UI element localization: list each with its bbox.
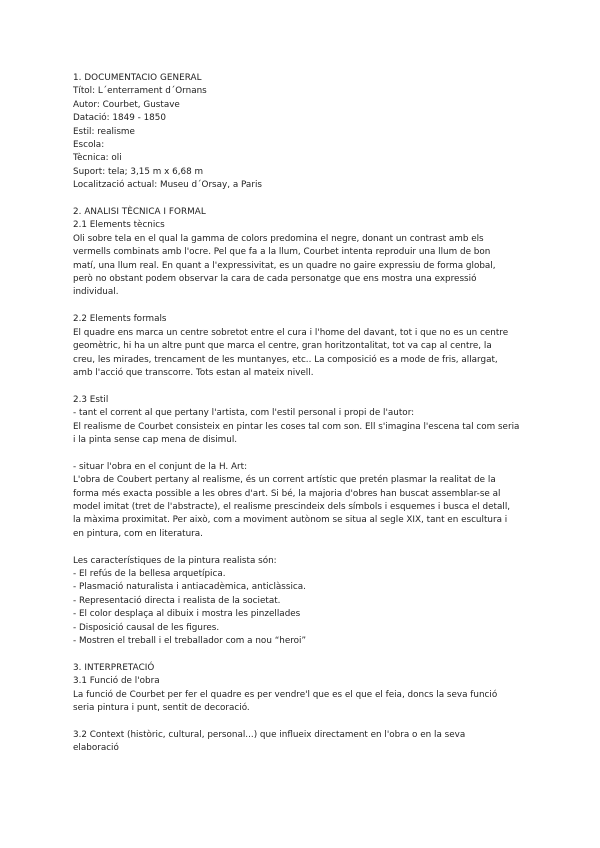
document-body	[73, 72, 533, 756]
doc-line: Autor: Courbet, Gustave	[73, 99, 180, 110]
subsection-2-1-heading: 2.1 Elements tècnics	[73, 220, 165, 231]
doc-line: individual.	[73, 287, 119, 298]
doc-line: i la pinta sense cap mena de disimul.	[73, 434, 238, 445]
section-1-heading: 1. DOCUMENTACIO GENERAL	[73, 73, 202, 83]
list-item: - El refús de la bellesa arquetípica.	[73, 568, 226, 579]
paragraph-gap	[73, 541, 533, 554]
paragraph-gap	[73, 715, 533, 728]
doc-line: seria pintura i punt, sentit de decoració.	[73, 703, 250, 713]
paragraph-gap	[73, 648, 533, 661]
doc-line: matí, una llum real. En quant a l'expressivitat, es un quadre no gaire expressiu de forma global,	[73, 260, 496, 271]
doc-line: amb l'acció que transcorre. Tots estan al mateix nivell.	[73, 367, 314, 378]
list-item: - Plasmació naturalista i antiacadèmica, anticlàssica.	[73, 582, 306, 593]
doc-line: El quadre ens marca un centre sobretot entre el cura i l'home del davant, tot i que no es un centre	[73, 327, 509, 338]
doc-line: però no obstant podem observar la cara de cada personatge que ens mostra una expressió	[73, 274, 477, 285]
paragraph-gap	[73, 447, 533, 460]
doc-line: Suport: tela; 3,15 m x 6,68 m	[73, 166, 204, 177]
doc-line: - situar l'obra en el conjunt de la H. Art:	[73, 461, 248, 472]
list-item: - Mostren el treball i el treballador com a nou “heroi”	[73, 635, 307, 646]
subsection-2-3-heading: 2.3 Estil	[73, 394, 109, 405]
doc-line: Oli sobre tela en el qual la gamma de colors predomina el negre, donant un contrast amb els	[73, 233, 484, 244]
doc-line: La funció de Courbet per fer el quadre es per vendre'l que es el que el feia, doncs la seva funció	[73, 689, 498, 700]
doc-line: L'obra de Coubert pertany al realisme, és un corrent artístic que pretén plasmar la realitat de la	[73, 475, 496, 486]
doc-line: Títol: L´enterrament d´Ornans	[73, 86, 207, 97]
doc-line: - tant el corrent al que pertany l'artista, com l'estil personal i propi de l'autor:	[73, 408, 415, 419]
doc-line: Datació: 1849 - 1850	[73, 113, 166, 124]
subsection-3-2-heading: 3.2 Context (històric, cultural, personal...) que influeix directament en l'obra o en la seva	[73, 729, 466, 740]
section-2-heading: 2. ANALISI TÈCNICA I FORMAL	[73, 207, 206, 218]
list-item: - Representació directa i realista de la societat.	[73, 595, 281, 606]
list-item: - El color desplaça al dibuix i mostra les pinzellades	[73, 609, 301, 620]
doc-line: geomètric, hi ha un altre punt que marca el centre, gran horitzontalitat, tot va cap al centre, la	[73, 341, 492, 352]
doc-line: Localització actual: Museu d´Orsay, a Paris	[73, 180, 262, 191]
subsection-2-2-heading: 2.2 Elements formals	[73, 314, 167, 325]
paragraph-gap	[73, 380, 533, 393]
doc-line: vermells combinats amb l'ocre. Pel que fa a la llum, Courbet intenta reproduir una llum de bon	[73, 247, 491, 258]
doc-line: Les característiques de la pintura realista són:	[73, 555, 277, 566]
doc-line: Estil: realisme	[73, 126, 135, 137]
doc-line: en pintura, com en literatura.	[73, 528, 203, 539]
doc-line: forma més exacta possible a les obres d'art. Si bé, la majoria d'obres han buscat assemblar-se al	[73, 488, 501, 499]
doc-line: Escola:	[73, 140, 105, 151]
paragraph-gap	[73, 300, 533, 313]
subsection-3-1-heading: 3.1 Funció de l'obra	[73, 676, 160, 687]
doc-line: El realisme de Courbet consisteix en pintar les coses tal com son. Ell s'imagina l'escena tal com seria	[73, 421, 520, 432]
doc-line: elaboració	[73, 743, 119, 754]
doc-line: Tècnica: oli	[73, 153, 122, 164]
paragraph-gap	[73, 193, 533, 206]
doc-line: creu, les mirades, trencament de les muntanyes, etc.. La composició es a mode de fris, allargat,	[73, 354, 498, 365]
list-item: - Disposició causal de les figures.	[73, 622, 220, 633]
doc-line: la màxima proximitat. Per això, com a moviment autònom se situa al segle XIX, tant en escultura i	[73, 515, 508, 526]
section-3-heading: 3. INTERPRETACIÓ	[73, 662, 155, 673]
doc-line: model imitat (tret de l'abstracte), el realisme prescindeix dels símbols i esquemes i busca el detall,	[73, 501, 511, 512]
